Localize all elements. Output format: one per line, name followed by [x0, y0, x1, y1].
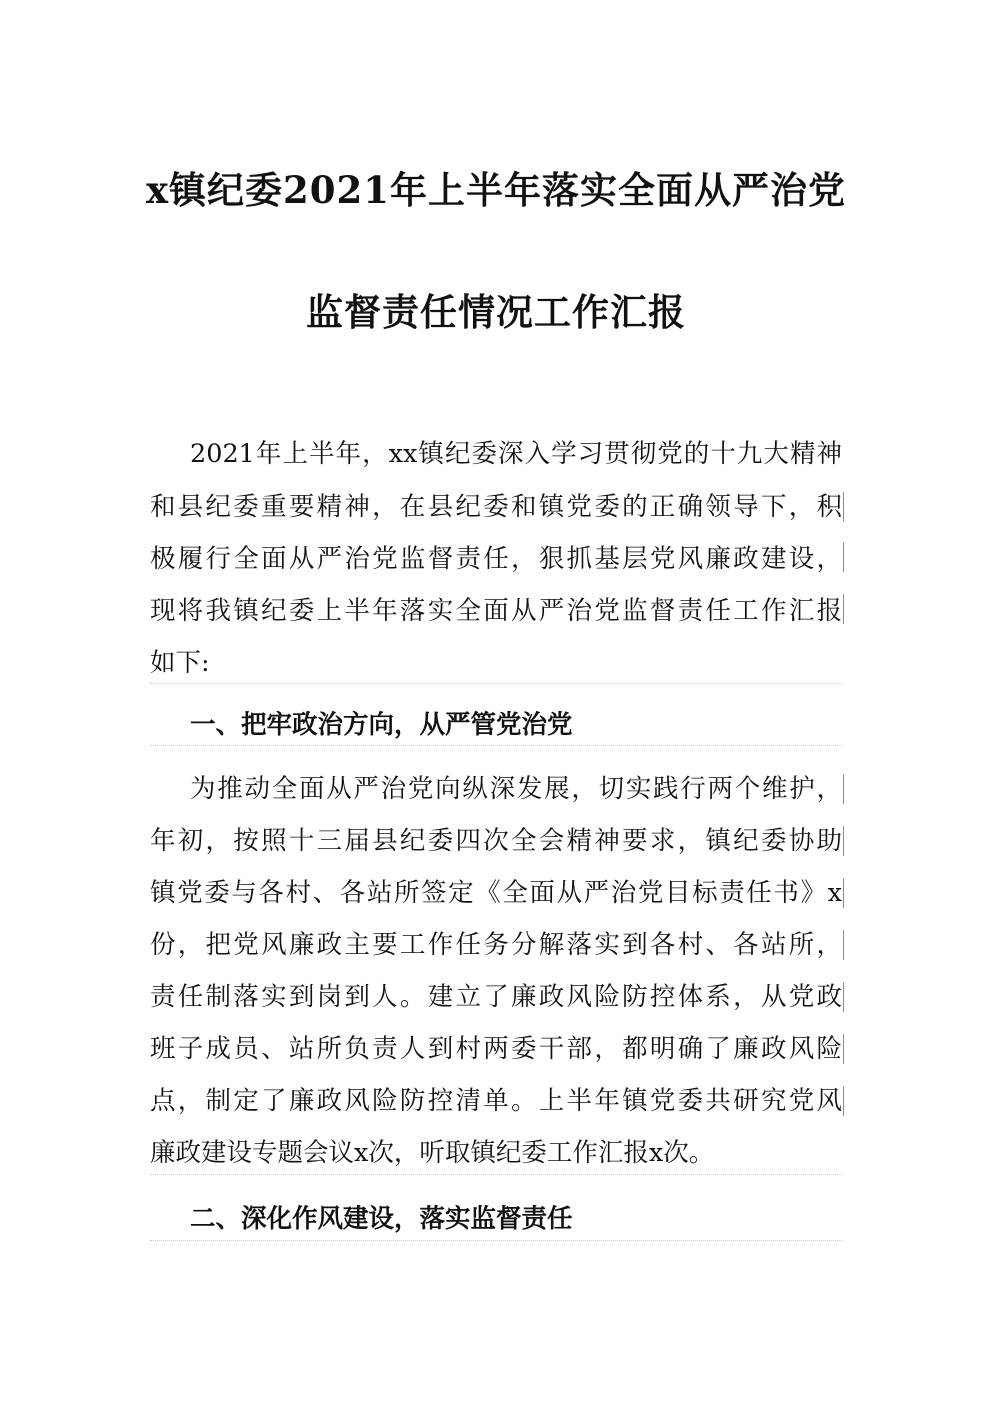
line-guide-rule [150, 1174, 842, 1175]
intro-line: 极履行全面从严治党监督责任，狠抓基层党风廉政建设， [150, 544, 842, 574]
document-title-line-2: 监督责任情况工作汇报 [306, 290, 686, 334]
section1-line: 镇党委与各村、各站所签定《全面从严治党目标责任书》x [150, 878, 842, 908]
margin-marker [843, 774, 844, 804]
margin-marker [843, 1034, 844, 1064]
section-heading-2: 二、深化作风建设，落实监督责任 [190, 1204, 573, 1234]
margin-marker [843, 826, 844, 856]
margin-marker [843, 878, 844, 908]
margin-marker [843, 930, 844, 960]
section-heading-1: 一、把牢政治方向，从严管党治党 [190, 710, 573, 740]
section1-line: 点，制定了廉政风险防控清单。上半年镇党委共研究党风 [150, 1086, 842, 1116]
line-guide-rule [150, 1240, 842, 1241]
section1-line: 廉政建设专题会议x次，听取镇纪委工作汇报x次。 [150, 1138, 715, 1168]
section1-line: 责任制落实到岗到人。建立了廉政风险防控体系，从党政 [150, 982, 842, 1012]
section1-line: 班子成员、站所负责人到村两委干部，都明确了廉政风险 [150, 1034, 842, 1064]
margin-marker [843, 542, 844, 572]
intro-line: 如下: [150, 648, 210, 678]
document-title-line-1: x镇纪委2021年上半年落实全面从严治党 [145, 168, 847, 212]
margin-marker [843, 982, 844, 1012]
section1-line: 份，把党风廉政主要工作任务分解落实到各村、各站所， [150, 930, 842, 960]
intro-line: 现将我镇纪委上半年落实全面从严治党监督责任工作汇报 [150, 596, 842, 626]
section1-line: 年初，按照十三届县纪委四次全会精神要求，镇纪委协助 [150, 826, 842, 856]
line-guide-rule [150, 745, 842, 746]
intro-line: 和县纪委重要精神，在县纪委和镇党委的正确领导下，积 [150, 492, 842, 522]
section1-line: 为推动全面从严治党向纵深发展，切实践行两个维护， [190, 774, 842, 804]
margin-marker [843, 492, 844, 522]
line-guide-rule [150, 683, 842, 684]
margin-marker [843, 1086, 844, 1116]
intro-line: 2021年上半年，xx镇纪委深入学习贯彻党的十九大精神 [190, 439, 842, 469]
margin-marker [843, 594, 844, 624]
